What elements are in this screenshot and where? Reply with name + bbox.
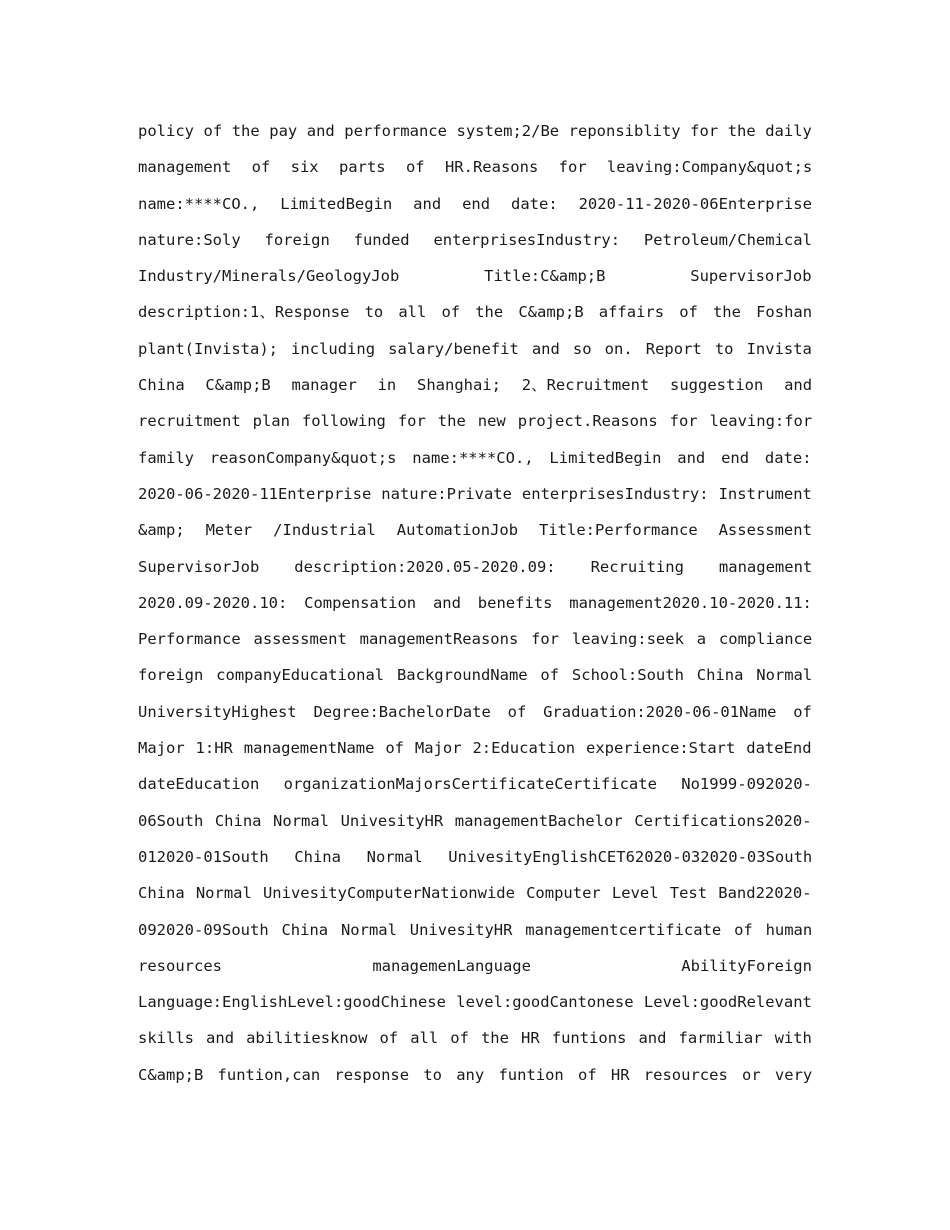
text-line: resources managemenLanguage AbilityForeign — [138, 956, 812, 975]
text-line: foreign companyEducational BackgroundName of School:South China Normal — [138, 666, 813, 685]
text-line: family reasonCompany&quot;s name:****CO., LimitedBegin and end date: — [138, 448, 812, 467]
text-line: Major 1:HR managementName of Major 2:Education experience:Start dateEnd — [138, 739, 812, 758]
text-line: management of six parts of HR.Reasons for leaving:Company&quot;s — [138, 158, 813, 177]
text-line: Industry/Minerals/GeologyJob Title:C&amp;B SupervisorJob — [138, 267, 812, 286]
text-line: China C&amp;B manager in Shanghai; 2、Recruitment suggestion and — [138, 376, 813, 395]
resume-body-text — [138, 113, 812, 1093]
text-line: C&amp;B funtion,can response to any funtion of HR resources or very — [138, 1065, 813, 1084]
text-line: &amp; Meter /Industrial AutomationJob Title:Performance Assessment — [138, 521, 812, 540]
text-line: 2020-06-2020-11Enterprise nature:Private enterprisesIndustry: Instrument — [138, 484, 812, 503]
text-line: dateEducation organizationMajorsCertificateCertificate No1999-092020- — [138, 775, 812, 794]
text-line: 012020-01South China Normal UnivesityEnglishCET62020-032020-03South — [138, 847, 813, 866]
text-line: Performance assessment managementReasons for leaving:seek a compliance — [138, 630, 813, 649]
text-line: 092020-09South China Normal UnivesityHR managementcertificate of human — [138, 920, 813, 939]
text-line: SupervisorJob description:2020.05-2020.09: Recruiting management — [138, 557, 813, 576]
text-line: description:1、Response to all of the C&amp;B affairs of the Foshan — [138, 303, 813, 322]
text-line: nature:Soly foreign funded enterprisesIndustry: Petroleum/Chemical — [138, 230, 812, 249]
text-line: 2020.09-2020.10: Compensation and benefits management2020.10-2020.11: — [138, 593, 812, 612]
text-line: UniversityHighest Degree:BachelorDate of Graduation:2020-06-01Name of — [138, 702, 812, 721]
text-line: recruitment plan following for the new project.Reasons for leaving:for — [138, 412, 813, 431]
text-line: plant(Invista); including salary/benefit and so on. Report to Invista — [138, 339, 812, 358]
text-line: China Normal UnivesityComputerNationwide Computer Level Test Band22020- — [138, 884, 812, 903]
text-line: policy of the pay and performance system;2/Be reponsiblity for the daily — [138, 122, 812, 140]
text-line: skills and abilitiesknow of all of the HR funtions and farmiliar with — [138, 1029, 812, 1048]
text-line: 06South China Normal UnivesityHR managementBachelor Certifications2020- — [138, 811, 812, 830]
text-line: name:****CO., LimitedBegin and end date: 2020-11-2020-06Enterprise — [138, 194, 812, 213]
text-line: Language:EnglishLevel:goodChinese level:goodCantonese Level:goodRelevant — [138, 993, 812, 1012]
